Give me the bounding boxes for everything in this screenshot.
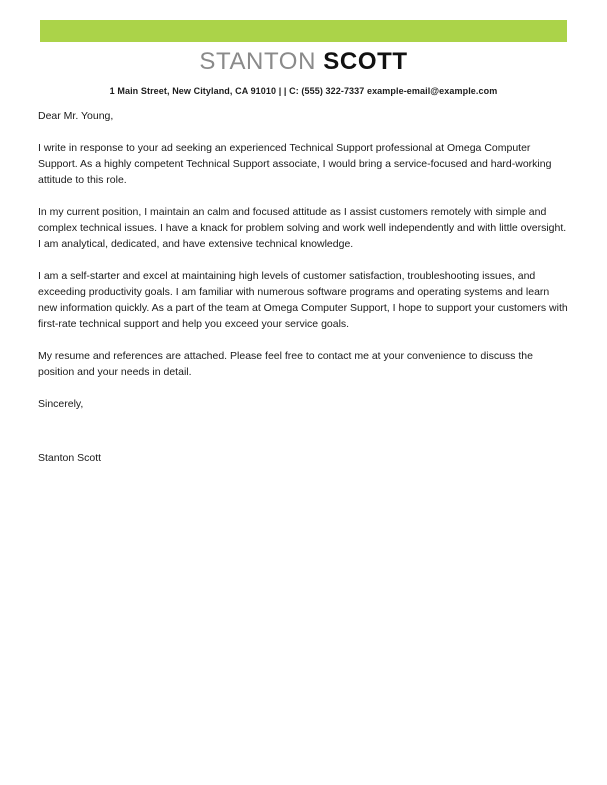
letter-body (38, 108, 568, 466)
salutation: Dear Mr. Young, (38, 110, 114, 122)
letter-paragraph: In my current position, I maintain an calm and focused attitude as I assist customers remotely with simple and complex technical issues. I have a knack for problem solving and work well independently and with little oversight. I am analytical, dedicated, and have extensive technical knowledge. (38, 206, 567, 250)
applicant-first-name: STANTON (199, 48, 317, 75)
applicant-name (40, 48, 567, 76)
letterhead (40, 48, 567, 97)
signature-name: Stanton Scott (38, 452, 102, 464)
contact-info-line: 1 Main Street, New Cityland, CA 91010 | | C: (555) 322-7337 example-email@example.com (109, 86, 498, 96)
header-accent-bar (40, 20, 567, 42)
letter-paragraph: I am a self-starter and excel at maintaining high levels of customer satisfaction, troubleshooting issues, and exceeding productivity goals. I am familiar with numerous software programs and operating systems and learn new information quickly. As a part of the team at Omega Computer Support, I hope to support your customers with first-rate technical support and help you exceed your service goals. (38, 270, 568, 330)
letter-paragraph: I write in response to your ad seeking an experienced Technical Support professional at Omega Computer Support. As a highly competent Technical Support associate, I would bring a service-focused and hard-working attitude to this role. (38, 142, 552, 186)
applicant-last-name: SCOTT (323, 48, 408, 75)
letter-paragraph: My resume and references are attached. Please feel free to contact me at your convenience to discuss the position and your needs in detail. (38, 350, 533, 378)
closing-salutation: Sincerely, (38, 398, 84, 410)
